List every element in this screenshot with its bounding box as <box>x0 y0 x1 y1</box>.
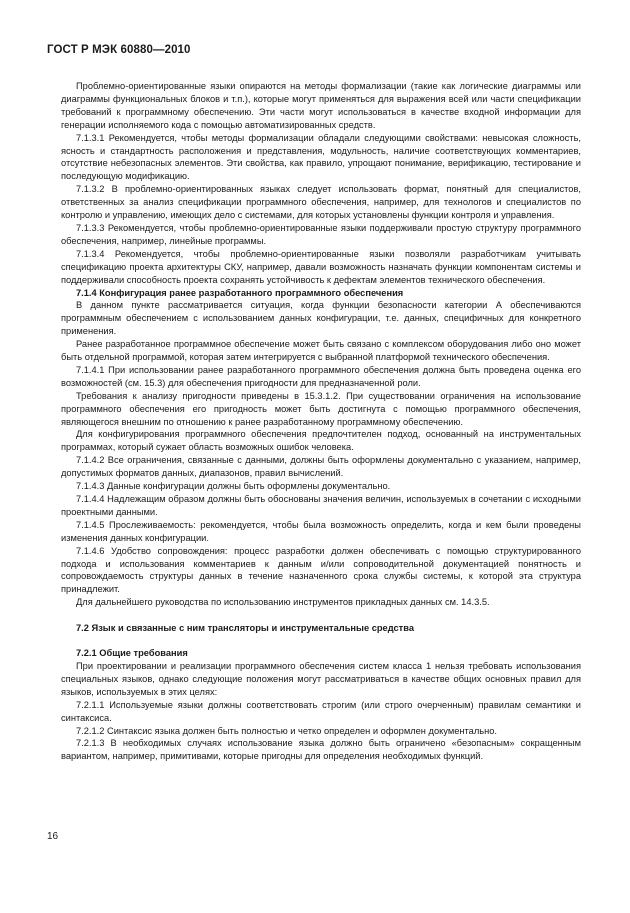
clause-7-1-3-4: 7.1.3.4 Рекомендуется, чтобы проблемно-ориентированные языки позволяли разработчикам учитывать спецификацию проекта архитектуры СКУ, например, давали возможность назначать функции компонентам системы и поддерживали способность проекта сохранять устойчивость к дефектам элементов технического обеспечения. <box>61 248 581 285</box>
clause-7-1-4-4: 7.1.4.4 Надлежащим образом должны быть обоснованы значения величин, используемых в сочетании с исходными проектными данными. <box>61 494 581 517</box>
clause-7-1-4-1: 7.1.4.1 При использовании ранее разработанного программного обеспечения должна быть проведена оценка его возможностей (см. 15.3) для обеспечения пригодности для предназначенной роли. <box>61 364 581 388</box>
clause-7-2-1-2: 7.2.1.2 Синтаксис языка должен быть полностью и четко определен и оформлен документально. <box>76 725 498 736</box>
clause-7-1-4-2: 7.1.4.2 Все ограничения, связанные с данными, должны быть оформлены документально с указанием, например, допустимых форматов данных, диапазонов, правил вычислений. <box>61 455 581 479</box>
paragraph: При проектировании и реализации программного обеспечения систем класса 1 нельзя требовать использования специальных языков, однако следующие положения могут рассматриваться в качестве общих основных правил для языков, используемых в этих целях: <box>61 660 581 697</box>
clause-7-1-4-3: 7.1.4.3 Данные конфигурации должны быть оформлены документально. <box>76 481 391 492</box>
section-heading-7-1-4: 7.1.4 Конфигурация ранее разработанного программного обеспечения <box>76 287 404 298</box>
paragraph: Требования к анализу пригодности приведены в 15.3.1.2. При существовании ограничения на использование программного обеспечения его пригодность может быть достигнута с помощью программного обеспечения, являющегося внешним по отношению к ранее разработанному программному обеспечению. <box>61 390 581 427</box>
paragraph: В данном пункте рассматривается ситуация, когда функции безопасности категории А обеспечиваются программным обеспечением с использованием данных конфигурации, т.е. данных, специфичных для конкретного применения. <box>61 300 581 337</box>
clause-7-2-1-3: 7.2.1.3 В необходимых случаях использование языка должно быть ограничено «безопасным» сокращенным вариантом, например, примитивами, которые пригодны для определения необходимых функций. <box>61 738 581 762</box>
paragraph: Для дальнейшего руководства по использованию инструментов прикладных данных см. 14.3.5. <box>76 597 490 608</box>
clause-7-1-4-5: 7.1.4.5 Прослеживаемость: рекомендуется, чтобы была возможность определить, когда и кем были проведены изменения данных конфигурации. <box>61 519 581 543</box>
page-number: 16 <box>47 831 59 842</box>
clause-7-1-3-1: 7.1.3.1 Рекомендуется, чтобы методы формализации обладали следующими свойствами: невысокая сложность, ясность и стандартность расположения и представления, модульность, наличие соответствующих комментариев, отсутствие небезопасных элементов. Эти свойства, как правило, упрощают понимание, верификацию, тестирование и последующую модификацию. <box>61 132 581 182</box>
paragraph: Проблемно-ориентированные языки опираются на методы формализации (такие как логические диаграммы или диаграммы функциональных блоков и т.п.), которые могут применяться для выражения всей или части спецификации требований к программному обеспечению. Эти части могут использоваться в качестве входной информации для генерации исполняемого кода с помощью автоматизированных средств. <box>61 81 581 130</box>
page-header: ГОСТ Р МЭК 60880—2010 <box>47 44 191 56</box>
clause-7-2-1-1: 7.2.1.1 Используемые языки должны соответствовать строгим (или строго очерченным) правилам семантики и синтаксиса. <box>61 699 581 723</box>
clause-7-1-4-6: 7.1.4.6 Удобство сопровождения: процесс разработки должен обеспечивать с помощью структурированного подхода и использования комментариев к данным и/или сопроводительной документацией понятность и сопровождаемость структуры данных в течение назначенного срока службы системы, к которой эта структура принадлежит. <box>61 545 581 595</box>
paragraph: Для конфигурирования программного обеспечения предпочтителен подход, основанный на инструментальных программах, который сужает область возможных ошибок человека. <box>61 429 581 453</box>
paragraph: Ранее разработанное программное обеспечение может быть связано с комплексом оборудования либо оно может быть отдельной программой, которая затем интегрируется с выбранной платформой технического обеспечения. <box>61 339 581 363</box>
clause-7-1-3-2: 7.1.3.2 В проблемно-ориентированных языках следует использовать формат, понятный для специалистов, ответственных за анализ спецификации программного обеспечения, например, для технологов и специалистов по контролю и управлению, имеющих дело с системами, для которых установлены функции контроля и управления. <box>61 184 581 221</box>
section-heading-7-2: 7.2 Язык и связанные с ним трансляторы и инструментальные средства <box>76 623 414 634</box>
page-body <box>61 80 581 763</box>
section-heading-7-2-1: 7.2.1 Общие требования <box>76 648 188 659</box>
clause-7-1-3-3: 7.1.3.3 Рекомендуется, чтобы проблемно-ориентированные языки поддерживали простую структуру программного обеспечения, например, линейные программы. <box>61 222 581 246</box>
